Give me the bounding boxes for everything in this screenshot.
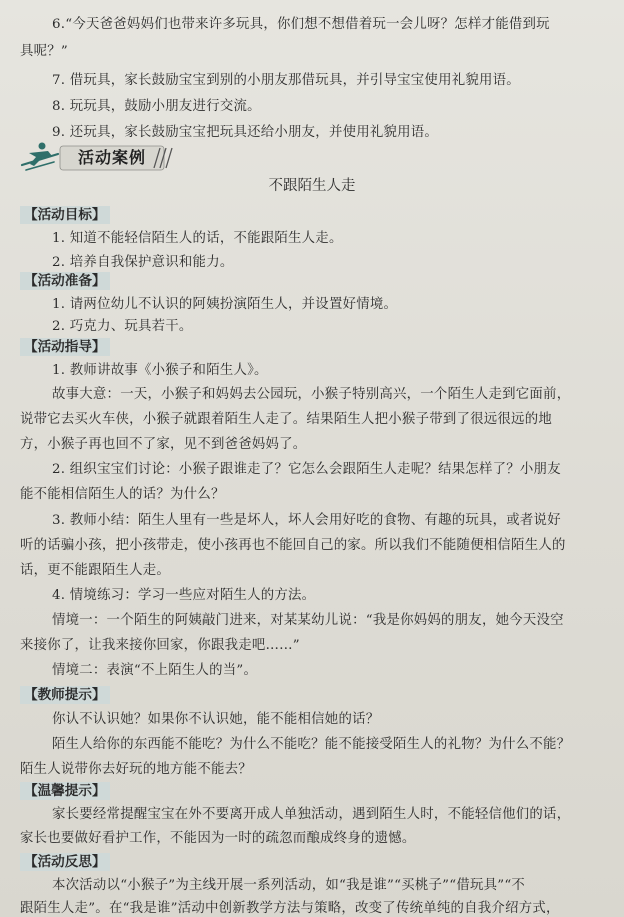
list-item: 1. 教师讲故事《小猴子和陌生人》。 <box>52 363 268 378</box>
paragraph-line: 陌生人给你的东西能不能吃？为什么不能吃？能不能接受陌生人的礼物？为什么不能？ <box>52 737 571 752</box>
section-heading-reflect: 【活动反思】 <box>20 853 110 871</box>
paragraph-line: 2. 组织宝宝们讨论：小猴子跟谁走了？它怎么会跟陌生人走呢？结果怎样了？小朋友 <box>52 462 561 477</box>
paragraph-line: 听的话骗小孩，把小孩带走，使小孩再也不能回自己的家。所以我们不能随便相信陌生人的 <box>20 538 566 553</box>
paragraph-line: 家长要经常提醒宝宝在外不要离开成人单独活动，遇到陌生人时，不能轻信他们的话， <box>52 807 571 822</box>
paragraph-line: 跟陌生人走”。在“我是谁”活动中创新教学方法与策略，改变了传统单纯的自我介绍方式， <box>20 901 560 916</box>
list-item: 8. 玩玩具，鼓励小朋友进行交流。 <box>52 99 261 114</box>
list-item: 具呢？” <box>20 44 69 59</box>
paragraph-line: 3. 教师小结：陌生人里有一些是坏人，坏人会用好吃的食物、有趣的玩具，或者说好 <box>52 513 561 528</box>
section-heading-warm: 【温馨提示】 <box>20 782 110 800</box>
list-item: 6.“今天爸爸妈妈们也带来许多玩具，你们想不想借着玩一会儿呀？怎样才能借到玩 <box>52 17 550 32</box>
paragraph-line: 说带它去买火车侠，小猴子就跟着陌生人走了。结果陌生人把小猴子带到了很远很远的地 <box>20 412 552 427</box>
section-heading-goal: 【活动目标】 <box>20 206 110 224</box>
paragraph-line: 本次活动以“小猴子”为主线开展一系列活动，如“我是谁”“买桃子”“借玩具”“不 <box>52 878 526 893</box>
paragraph-line: 4. 情境练习：学习一些应对陌生人的方法。 <box>52 588 316 603</box>
list-item: 2. 培养自我保护意识和能力。 <box>52 255 234 270</box>
paragraph-line: 家长也要做好看护工作，不能因为一时的疏忽而酿成终身的遗憾。 <box>20 831 416 846</box>
paragraph-line: 故事大意：一天，小猴子和妈妈去公园玩，小猴子特别高兴，一个陌生人走到它面前， <box>52 387 571 402</box>
list-item: 9. 还玩具，家长鼓励宝宝把玩具还给小朋友，并使用礼貌用语。 <box>52 125 439 140</box>
list-item: 7. 借玩具，家长鼓励宝宝到别的小朋友那借玩具，并引导宝宝使用礼貌用语。 <box>52 73 520 88</box>
list-item: 2. 巧克力、玩具若干。 <box>52 319 193 334</box>
paragraph-line: 你认不认识她？如果你不认识她，能不能相信她的话？ <box>52 712 380 727</box>
activity-title: 不跟陌生人走 <box>268 178 356 194</box>
activity-case-label: 活动案例 <box>78 148 147 167</box>
paragraph-line: 话，更不能跟陌生人走。 <box>20 563 171 578</box>
paragraph-line: 情境二：表演“不上陌生人的当”。 <box>52 663 258 678</box>
paragraph-line: 情境一：一个陌生的阿姨敲门进来，对某某幼儿说：“我是你妈妈的朋友，她今天没空 <box>52 613 564 628</box>
section-heading-tips: 【教师提示】 <box>20 686 110 704</box>
paragraph-line: 方，小猴子再也回不了家，见不到爸爸妈妈了。 <box>20 437 307 452</box>
paragraph-line: 来接你了，让我来接你回家，你跟我走吧……” <box>20 638 300 653</box>
section-heading-guide: 【活动指导】 <box>20 338 110 356</box>
section-heading-prep: 【活动准备】 <box>20 272 110 290</box>
list-item: 1. 请两位幼儿不认识的阿姨扮演陌生人，并设置好情境。 <box>52 297 398 312</box>
paragraph-line: 能不能相信陌生人的话？为什么？ <box>20 487 225 502</box>
skier-icon <box>22 143 58 171</box>
paragraph-line: 陌生人说带你去好玩的地方能不能去？ <box>20 762 252 777</box>
list-item: 1. 知道不能轻信陌生人的话，不能跟陌生人走。 <box>52 231 343 246</box>
